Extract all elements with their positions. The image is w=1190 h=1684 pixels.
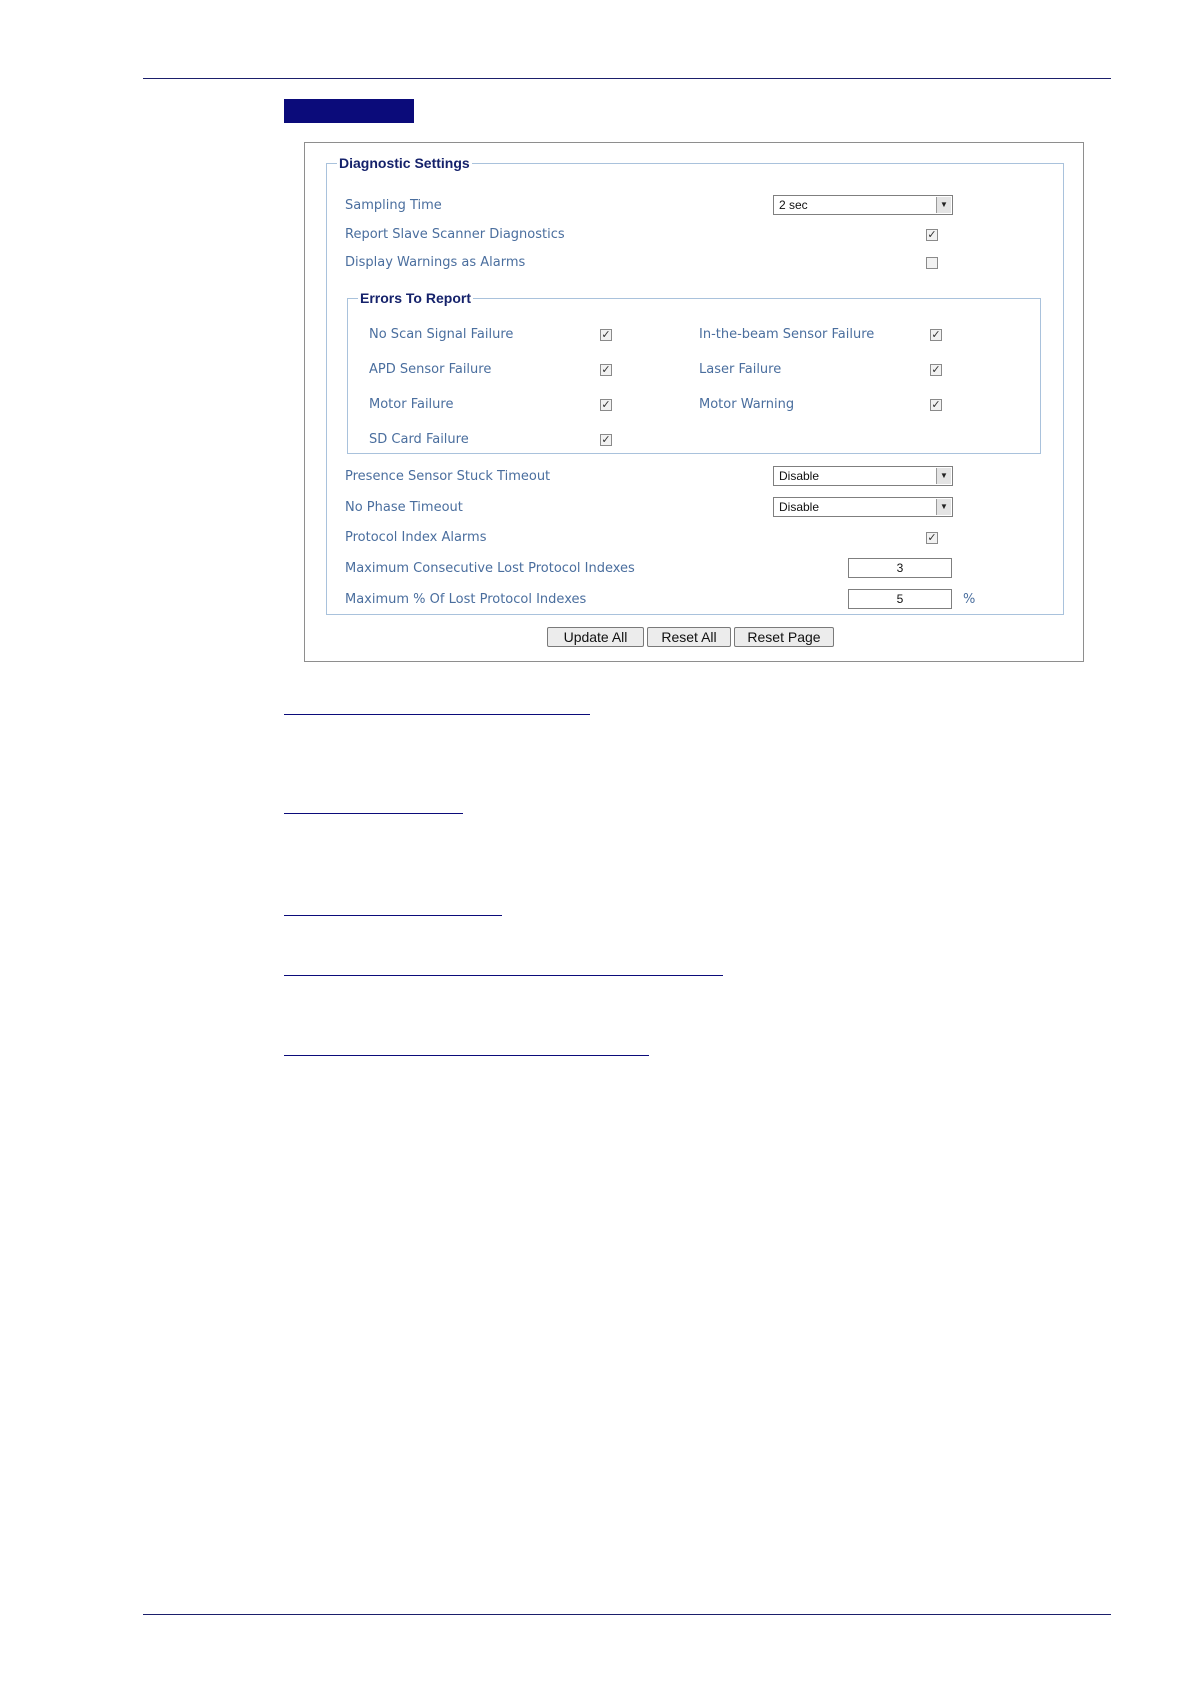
- sampling-time-value: 2 sec: [779, 198, 808, 212]
- apd-sensor-label: APD Sensor Failure: [369, 362, 492, 377]
- chevron-down-icon[interactable]: ▼: [936, 468, 951, 484]
- motor-failure-label: Motor Failure: [369, 397, 454, 412]
- in-the-beam-checkbox[interactable]: ✓: [931, 328, 941, 341]
- errors-to-report-fieldset: [347, 290, 1041, 454]
- no-scan-signal-checkbox[interactable]: ✓: [601, 328, 611, 341]
- max-percent-input[interactable]: 5: [848, 589, 952, 609]
- apd-sensor-checkbox[interactable]: ✓: [601, 363, 611, 376]
- update-all-button[interactable]: Update All: [547, 627, 644, 647]
- laser-failure-label: Laser Failure: [699, 362, 782, 377]
- chevron-down-icon[interactable]: ▼: [936, 197, 951, 213]
- protocol-index-alarms-checkbox[interactable]: ✓: [927, 531, 937, 544]
- section-tag: [284, 99, 414, 123]
- no-phase-timeout-value: Disable: [779, 500, 820, 514]
- display-warnings-label: Display Warnings as Alarms: [345, 255, 526, 270]
- presence-timeout-select[interactable]: [773, 466, 953, 486]
- link-underline-3: [284, 915, 502, 916]
- display-warnings-checkbox[interactable]: [926, 257, 938, 269]
- sampling-time-select[interactable]: [773, 195, 953, 215]
- laser-failure-checkbox[interactable]: ✓: [931, 363, 941, 376]
- diagnostic-settings-legend: Diagnostic Settings: [339, 155, 470, 171]
- report-slave-checkbox[interactable]: ✓: [927, 228, 937, 241]
- max-consecutive-label: Maximum Consecutive Lost Protocol Indexes: [345, 561, 635, 576]
- motor-warning-label: Motor Warning: [699, 397, 795, 412]
- sd-card-label: SD Card Failure: [369, 432, 469, 447]
- errors-to-report-legend: Errors To Report: [360, 290, 471, 306]
- sd-card-checkbox[interactable]: ✓: [601, 433, 611, 446]
- no-phase-timeout-select[interactable]: [773, 497, 953, 517]
- report-slave-label: Report Slave Scanner Diagnostics: [345, 227, 565, 242]
- chevron-down-icon[interactable]: ▼: [936, 499, 951, 515]
- diagnostic-settings-fieldset: [326, 155, 1064, 615]
- presence-timeout-value: Disable: [779, 469, 820, 483]
- header-rule: [143, 78, 1111, 79]
- footer-rule: [143, 1614, 1111, 1615]
- sampling-time-label: Sampling Time: [345, 198, 442, 213]
- protocol-index-alarms-label: Protocol Index Alarms: [345, 530, 487, 545]
- presence-timeout-label: Presence Sensor Stuck Timeout: [345, 469, 551, 484]
- in-the-beam-label: In-the-beam Sensor Failure: [699, 327, 875, 342]
- diagnostic-settings-panel: [304, 142, 1084, 662]
- link-underline-1: [284, 714, 590, 715]
- max-percent-label: Maximum % Of Lost Protocol Indexes: [345, 592, 587, 607]
- no-scan-signal-label: No Scan Signal Failure: [369, 327, 514, 342]
- link-underline-4: [284, 975, 723, 976]
- motor-failure-checkbox[interactable]: ✓: [601, 398, 611, 411]
- percent-unit: %: [963, 592, 976, 607]
- no-phase-timeout-label: No Phase Timeout: [345, 500, 463, 515]
- link-underline-2: [284, 813, 463, 814]
- reset-all-button[interactable]: Reset All: [647, 627, 731, 647]
- link-underline-5: [284, 1055, 649, 1056]
- motor-warning-checkbox[interactable]: ✓: [931, 398, 941, 411]
- max-consecutive-input[interactable]: 3: [848, 558, 952, 578]
- reset-page-button[interactable]: Reset Page: [734, 627, 834, 647]
